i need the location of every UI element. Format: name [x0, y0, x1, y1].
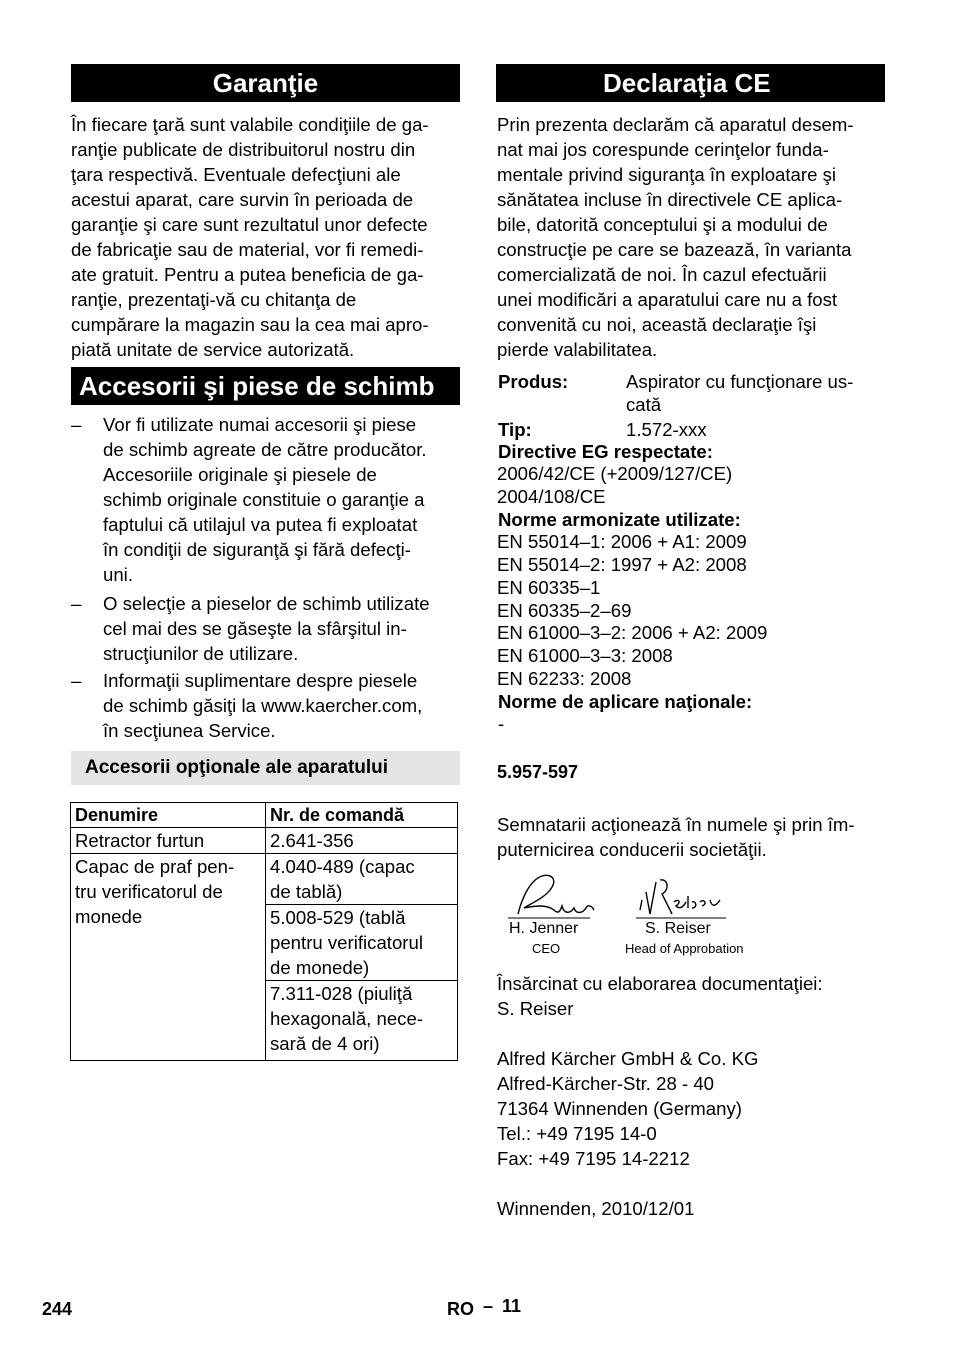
standard-item: EN 62233: 2008	[497, 668, 632, 689]
list-item-text: Vor fi utilizate numai accesorii şi piese de schimb agreate de către producător. Accesoriile originale şi piesele de schimb originale constituie o garanţie a faptului că utilajul va putea fi exploatat în condiţii de siguranţă şi fără defecţi- uni.	[103, 414, 427, 585]
standard-item: EN 61000–3–2: 2006 + A2: 2009	[497, 622, 768, 643]
column-header-order-number: Nr. de comandă	[266, 803, 458, 828]
table-cell: 7.311-028 (piuliţă hexagonală, nece- sară de 4 ori)	[266, 981, 458, 1061]
list-item	[71, 591, 471, 666]
page-number: 244	[42, 1299, 73, 1319]
directive-item: 2006/42/CE (+2009/127/CE)	[497, 463, 733, 484]
ce-declaration-title: Declaraţia CE	[496, 64, 885, 102]
harmonized-standards-label: Norme armonizate utilizate:	[498, 509, 741, 530]
table-cell: 2.641-356	[266, 828, 458, 854]
dash-bullet: –	[71, 414, 82, 435]
ce-intro-text: Prin prezenta declarăm că aparatul desem- nat mai jos corespunde cerinţelor funda- mentale privind siguranţa în exploatare şi sănătatea incluse în directivele CE aplica- bile, datorită conceptului şi a modului de construcţie pe care se bazează, în varianta comercializată de noi. În cazul efectuării unei modificări a aparatului care nu a fost convenită cu noi, această declaraţie îşi pierde valabilitatea.	[497, 114, 854, 360]
product-label: Produs:	[498, 371, 569, 392]
warranty-text: În fiecare ţară sunt valabile condiţiile de ga- ranţie publicate de distribuitorul nostru din ţara respectivă. Eventuale defecţiuni ale acestui aparat, care survin în perioada de garanţie şi care sunt rezultatul unor defecte de fabricaţie sau de material, vor fi remedi- ate gratuit. Pentru a putea beneficia de ga- ranţie, prezentaţi-vă cu chitanţa de cumpărare la magazin sau la cea mai apro- piată unitate de service autorizată.	[71, 114, 429, 360]
warranty-title: Garanţie	[71, 64, 460, 102]
table-header-row	[71, 803, 458, 828]
optional-accessories-title: Accesorii opţionale ale aparatului	[71, 751, 460, 785]
table-cell: 4.040-489 (capac de tablă)	[266, 854, 458, 905]
dash-bullet: –	[71, 670, 82, 691]
type-label: Tip:	[498, 419, 532, 440]
directive-item: 2004/108/CE	[497, 486, 606, 507]
accessories-title: Accesorii şi piese de schimb	[71, 367, 460, 405]
footer-separator: –	[483, 1296, 494, 1316]
footer-local-page: 11	[502, 1296, 522, 1316]
national-standards-value: -	[498, 713, 505, 734]
column-header-name: Denumire	[71, 803, 266, 828]
type-value: 1.572-xxx	[626, 419, 707, 440]
document-number: 5.957-597	[497, 762, 579, 782]
list-item	[71, 412, 471, 587]
table-cell: Capac de praf pen- tru verificatorul de monede	[71, 854, 266, 1061]
accessories-table	[70, 802, 458, 1061]
signatory-1-name: H. Jenner	[509, 920, 579, 937]
standard-item: EN 61000–3–3: 2008	[497, 645, 673, 666]
table-row	[71, 854, 458, 905]
standard-item: EN 60335–2–69	[497, 600, 632, 621]
standard-item: EN 55014–1: 2006 + A1: 2009	[497, 531, 747, 552]
product-value: Aspirator cu funcţionare us- cată	[626, 371, 854, 415]
table-row	[71, 828, 458, 854]
national-standards-label: Norme de aplicare naţionale:	[498, 691, 753, 712]
documentation-responsible: Însărcinat cu elaborarea documentaţiei: S. Reiser	[497, 973, 823, 1019]
signatory-2-name: S. Reiser	[645, 920, 711, 937]
place-date: Winnenden, 2010/12/01	[497, 1198, 695, 1219]
signatory-2-role: Head of Approbation	[625, 941, 744, 956]
signatories-text: Semnatarii acţionează în numele şi prin îm- puternicirea conducerii societăţii.	[497, 814, 855, 860]
standard-item: EN 55014–2: 1997 + A2: 2008	[497, 554, 747, 575]
signature-jenner	[500, 868, 600, 924]
standard-item: EN 60335–1	[497, 577, 601, 598]
dash-bullet: –	[71, 593, 82, 614]
signature-reiser	[632, 872, 732, 922]
table-cell: Retractor furtun	[71, 828, 266, 854]
company-address: Alfred Kärcher GmbH & Co. KG Alfred-Kärcher-Str. 28 - 40 71364 Winnenden (Germany) Tel.: +49 7195 14-0 Fax: +49 7195 14-2212	[497, 1048, 759, 1169]
list-item-text: O selecţie a pieselor de schimb utilizate cel mai des se găseşte la sfârşitul in- strucţiunilor de utilizare.	[103, 593, 430, 664]
directives-label: Directive EG respectate:	[498, 441, 713, 462]
table-cell: 5.008-529 (tablă pentru verificatorul de monede)	[266, 905, 458, 981]
list-item	[71, 668, 471, 743]
signatory-1-role: CEO	[532, 941, 561, 956]
list-item-text: Informaţii suplimentare despre piesele de schimb găsiţi la www.kaercher.com, în secţiunea Service.	[103, 670, 423, 741]
footer-language: RO	[447, 1299, 474, 1319]
